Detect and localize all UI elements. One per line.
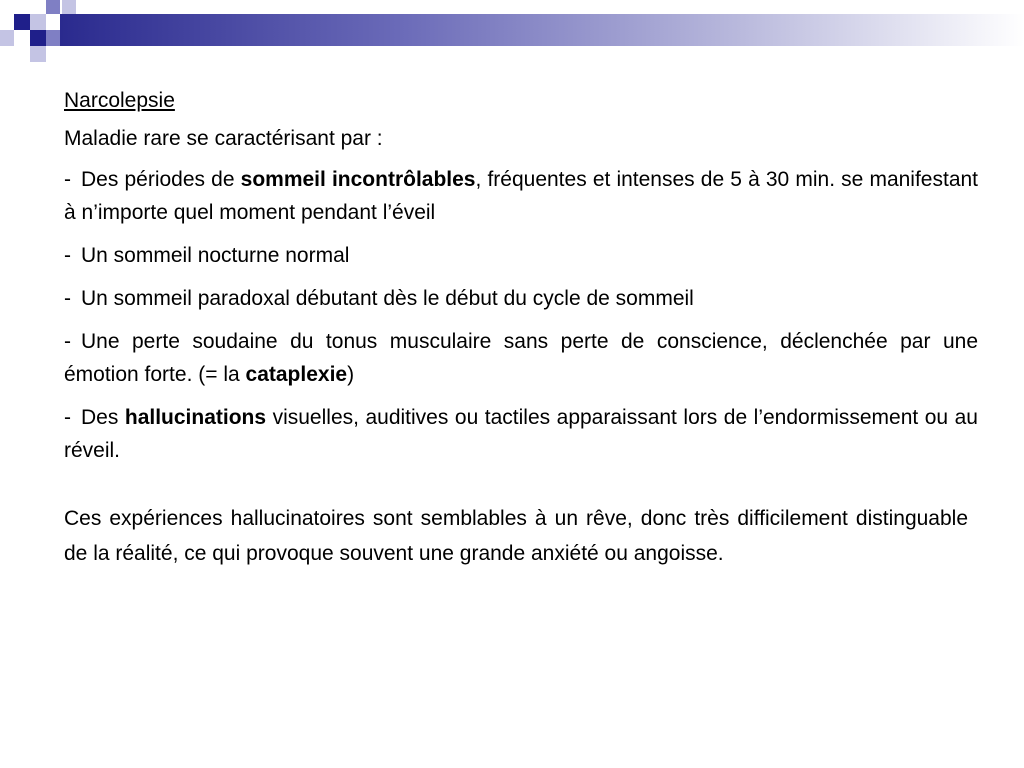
bullet-item [64, 401, 978, 467]
decor-square [30, 14, 46, 30]
decor-square [46, 0, 60, 14]
bullet-item [64, 239, 978, 272]
bullet-dash: - [64, 244, 71, 267]
decor-square [0, 30, 14, 46]
bullet-text: Des périodes de [81, 168, 241, 191]
bullet-bold-text: cataplexie [245, 363, 348, 386]
intro-text: Maladie rare se caractérisant par : [64, 127, 383, 150]
bullet-dash: - [64, 406, 71, 429]
bullet-text: visuelles, auditives ou tactiles apparaissant lors de l’endormissement ou au réveil. [64, 406, 978, 462]
bullet-bold-text: sommeil incontrôlables [240, 168, 476, 191]
bullet-text: Un sommeil nocturne normal [81, 244, 350, 267]
bullet-dash: - [64, 287, 71, 310]
bullet-text: Des [81, 406, 125, 429]
bullet-item [64, 282, 978, 315]
decor-square [14, 14, 30, 30]
slide-title: Narcolepsie [64, 89, 175, 112]
bullet-text: ) [347, 363, 355, 386]
bullet-bold-text: hallucinations [124, 406, 267, 429]
bullet-dash: - [64, 168, 71, 191]
bullet-item [64, 163, 978, 229]
bullet-text: Une perte soudaine du tonus musculaire sans perte de conscience, déclenchée par une émotion forte. (= la [64, 330, 978, 386]
decor-square [30, 30, 46, 46]
bullet-text: Un sommeil paradoxal débutant dès le début du cycle de sommeil [81, 287, 694, 310]
slide-content [64, 86, 978, 581]
header-gradient-band [60, 14, 1024, 46]
bullet-text: , fréquentes et intenses de 5 à 30 min. se manifestant à n’importe quel moment pendant l’éveil [64, 168, 979, 224]
bullet-dash: - [64, 330, 71, 353]
decor-square [30, 46, 46, 62]
decor-square [62, 0, 76, 14]
bullet-item [64, 325, 978, 391]
closing-paragraph: Ces expériences hallucinatoires sont semblables à un rêve, donc très difficilement distinguable de la réalité, ce qui provoque souvent une grande anxiété ou angoisse. [64, 507, 968, 565]
decor-square [46, 30, 60, 46]
header-decoration [0, 0, 1024, 64]
